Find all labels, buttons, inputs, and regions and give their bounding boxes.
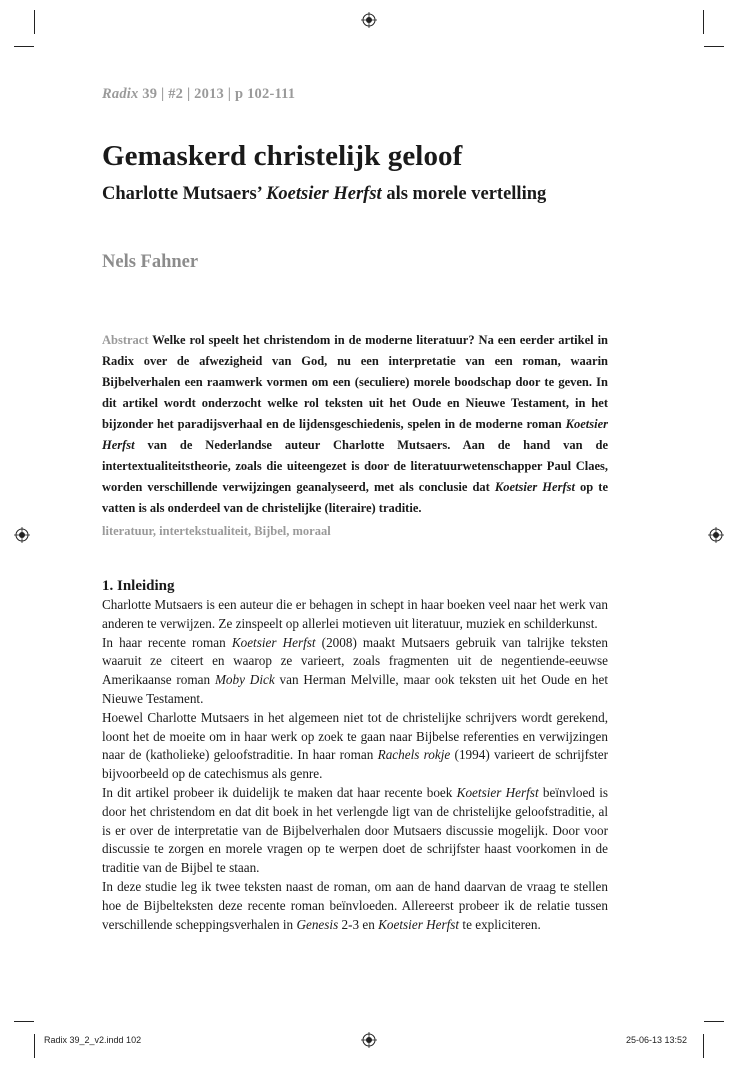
registration-mark-icon bbox=[361, 12, 377, 28]
journal-name: Radix bbox=[102, 86, 139, 102]
paragraph: In dit artikel probeer ik duidelijk te maken dat haar recente boek Koetsier Herfst beïnvloed is door het christendom en dat dit boek in het verlengde ligt van de christelijke geloofstraditie, al is er over de interpretatie van de Bijbelverhalen door Mutsaers discussie mogelijk. Door voor discussie te zorgen en morele vragen op te werpen doet de schrijfster haast voorkomen in de traditie van de Bijbel te staan. bbox=[102, 784, 608, 876]
body-text bbox=[102, 596, 608, 934]
journal-issue: 39 | #2 | 2013 | p 102-111 bbox=[138, 86, 296, 102]
paragraph: Charlotte Mutsaers is een auteur die er behagen in schept in haar boeken veel naar het werk van anderen te verwijzen. Ze zinspeelt op allerlei motieven uit literatuur, muziek en schilderkunst. bbox=[102, 597, 608, 631]
registration-mark-icon bbox=[14, 527, 30, 543]
crop-mark bbox=[704, 1021, 724, 1022]
crop-mark bbox=[703, 10, 704, 34]
crop-mark bbox=[34, 10, 35, 34]
abstract: Abstract Welke rol speelt het christendom in de moderne literatuur? Na een eerder artikel in Radix over de afwezigheid van God, nu een interpretatie van een roman, waarin Bijbelverhalen een raamwerk vormen om een (seculiere) morele boodschap door te geven. In dit artikel wordt onderzocht welke rol teksten uit het Oude en Nieuwe Testament, in het bijzonder het paradijsverhaal en de lijdensgeschiedenis, spelen in de moderne roman Koetsier Herfst van de Nederlandse auteur Charlotte Mutsaers. Aan de hand van de intertextualiteitstheorie, zoals die uiteengezet is door de literatuurwetenschapper Paul Claes, worden verschillende verwijzingen geanalyseerd, met als conclusie dat Koetsier Herfst op te vatten is als onderdeel van de christelijke (literaire) traditie. bbox=[102, 333, 608, 515]
section-heading: 1. Inleiding bbox=[102, 578, 175, 594]
slug-date: 25-06-13 13:52 bbox=[626, 1035, 688, 1045]
paragraph: Hoewel Charlotte Mutsaers in het algemeen niet tot de christelijke schrijvers wordt gerekend, loont het de moeite om in haar werk op zoek te gaan naar Bijbelse referenties en verwijzingen naar de (katholieke) geloofstraditie. In haar roman Rachels rokje (1994) varieert de schrijfster bijvoorbeeld op de catechismus als genre. bbox=[102, 709, 608, 782]
article-title: Gemaskerd christelijk geloof bbox=[102, 140, 463, 172]
article-subtitle: Charlotte Mutsaers’ Koetsier Herfst als morele vertelling bbox=[102, 184, 547, 204]
slug-filename: Radix 39_2_v2.indd 102 bbox=[44, 1035, 142, 1045]
abstract-label: Abstract bbox=[102, 333, 149, 347]
crop-mark bbox=[14, 1021, 34, 1022]
registration-mark-icon bbox=[361, 1032, 377, 1048]
paragraph: In haar recente roman Koetsier Herfst (2008) maakt Mutsaers gebruik van talrijke teksten waaruit ze citeert en waarop ze varieert, zoals fragmenten uit de negentiende-eeuwse Amerikaanse roman Moby Dick van Herman Melville, maar ook teksten uit het Oude en het Nieuwe Testament. bbox=[102, 634, 609, 706]
registration-mark-icon bbox=[708, 527, 724, 543]
journal-citation bbox=[102, 86, 295, 103]
crop-mark bbox=[704, 46, 724, 47]
author-name: Nels Fahner bbox=[102, 252, 199, 272]
crop-mark bbox=[703, 1034, 704, 1058]
keywords: literatuur, intertekstualiteit, Bijbel, moraal bbox=[102, 524, 331, 538]
crop-mark bbox=[14, 46, 34, 47]
crop-mark bbox=[34, 1034, 35, 1058]
paragraph: In deze studie leg ik twee teksten naast de roman, om aan de hand daarvan de vraag te stellen hoe de Bijbelteksten deze recente roman beïnvloeden. Allereerst probeer ik de relatie tussen verschillende scheppingsverhalen in Genesis 2-3 en Koetsier Herfst te expliciteren. bbox=[102, 878, 608, 932]
